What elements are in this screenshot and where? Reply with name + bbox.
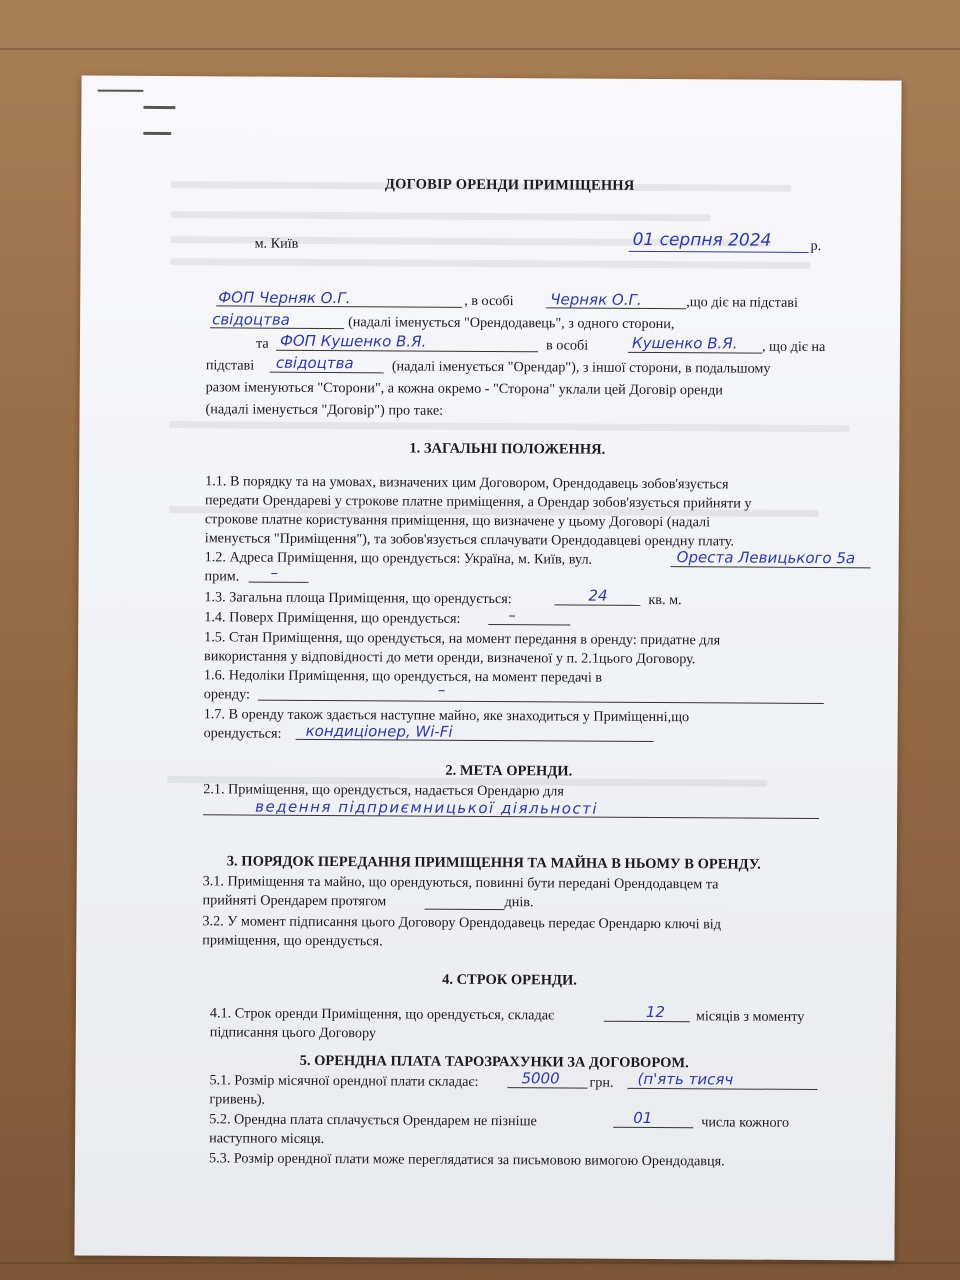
landlord-underline xyxy=(216,305,462,308)
clause-1-6: 1.6. Недоліки Приміщення, що орендується, на момент передачі в xyxy=(203,667,603,686)
section-2-heading: 2. МЕТА ОРЕНДИ. xyxy=(445,762,573,780)
street-hw: Ореста Левицького 5а xyxy=(676,548,856,568)
clause-5-2: наступного місяця. xyxy=(209,1130,325,1148)
purpose-hw: ведення підприємницької діяльності xyxy=(255,797,599,818)
landlord-rep-underline xyxy=(546,307,686,309)
clause-1-5: використання у відповідності до мети оренди, визначеної у п. 2.1цього Договору. xyxy=(204,648,696,668)
clause-3-2: приміщення, що орендується. xyxy=(202,932,383,950)
floor-underline xyxy=(488,624,570,626)
party-text: , в особі xyxy=(464,292,514,310)
clause-5-2: числа кожного xyxy=(701,1114,790,1131)
clause-5-1: грн. xyxy=(589,1074,614,1091)
prim-underline xyxy=(249,582,309,583)
clause-5-2: 5.2. Орендна плата сплачується Орендарем не пізніше xyxy=(209,1111,537,1130)
rent-amount-underline xyxy=(507,1087,587,1088)
defects-hw: – xyxy=(437,680,446,699)
party-text: , що діє на xyxy=(761,338,826,356)
wood-grain xyxy=(0,48,960,50)
tenant-underline xyxy=(276,350,538,353)
clause-1-4: 1.4. Поверх Приміщення, що орендується: xyxy=(204,609,461,627)
city: м. Київ xyxy=(254,235,299,252)
tenant-rep-underline xyxy=(628,352,762,354)
wood-grain xyxy=(0,1262,960,1264)
date-underline xyxy=(629,251,809,253)
clause-3-1: днів. xyxy=(504,894,534,911)
section-4-heading: 4. СТРОК ОРЕНДИ. xyxy=(442,971,577,989)
defects-underline xyxy=(258,700,824,704)
area-underline xyxy=(554,604,640,606)
term-hw: 12 xyxy=(645,1002,666,1022)
clause-1-1: строкове платне користування приміщення, що визначене у цьому Договорі (надалі xyxy=(204,511,711,531)
rent-amount-hw: 5000 xyxy=(521,1069,560,1088)
clause-3-1: 3.1. Приміщення та майно, що орендуються, повинні бути передані Орендодавцем та xyxy=(202,873,719,893)
days-underline xyxy=(425,909,505,910)
property-underline xyxy=(296,739,654,742)
street-underline xyxy=(671,566,871,568)
clause-1-2: прим. xyxy=(204,568,240,585)
rent-words-underline xyxy=(627,1088,817,1090)
property-hw: кондиціонер, Wi-Fi xyxy=(305,721,453,741)
party-text: (надалі іменується "Договір") про таке: xyxy=(205,401,444,419)
party-text: (надалі іменується "Орендар"), з іншої сторони, в подальшому xyxy=(391,358,771,377)
clause-5-1: 5.1. Розмір місячної орендної плати складає: xyxy=(209,1072,479,1090)
clause-2-1: 2.1. Приміщення, що орендується, надається Орендарю для xyxy=(203,781,564,800)
clause-1-1: передати Орендареві у строкове платне приміщення, а Орендар зобов'язується прийняти у xyxy=(204,492,752,512)
landlord-basis-underline xyxy=(210,327,344,329)
landlord-rep-hw: Черняк О.Г. xyxy=(550,290,642,309)
floor-hw: – xyxy=(508,606,516,625)
tenant-basis-hw: свідоцтва xyxy=(275,353,354,373)
area-hw: 24 xyxy=(588,586,608,605)
clause-4-1: 4.1. Строк оренди Приміщення, що орендується, складає xyxy=(209,1005,555,1024)
term-underline xyxy=(604,1021,690,1023)
section-5-heading: 5. ОРЕНДНА ПЛАТА ТАРОЗРАХУНКИ ЗА ДОГОВОРОМ. xyxy=(299,1052,689,1072)
clause-5-1: гривень). xyxy=(209,1091,266,1108)
clause-1-7: орендується: xyxy=(203,725,282,742)
clause-3-2: 3.2. У момент підписання цього Договору Орендодавець передає Орендарю ключі від xyxy=(202,913,722,933)
clause-1-2: 1.2. Адреса Приміщення, що орендується: Україна, м. Київ, вул. xyxy=(204,549,593,568)
clause-4-1: підписання цього Договору xyxy=(209,1024,377,1042)
contract-paper xyxy=(74,76,901,1261)
landlord-name-hw: ФОП Черняк О.Г. xyxy=(218,288,351,308)
date-handwritten: 01 серпня 2024 xyxy=(632,229,772,251)
payment-day-hw: 01 xyxy=(633,1108,653,1128)
prim-hw: – xyxy=(270,563,279,582)
clause-1-7: 1.7. В оренду також здається наступне майно, яке знаходиться у Приміщенні,що xyxy=(203,706,690,726)
landlord-basis-hw: свідоцтва xyxy=(212,310,290,329)
tenant-basis-underline xyxy=(270,372,384,374)
clause-1-5: 1.5. Стан Приміщення, що орендується, на момент передання в оренду: придатне для xyxy=(204,629,721,649)
party-text: разом іменуються "Сторони", а кожна окремо - "Сторона" уклали цей Договір оренди xyxy=(205,379,723,399)
clause-1-6: оренду: xyxy=(203,686,251,703)
party-text: (надалі іменується "Орендодавець", з одного сторони, xyxy=(348,314,675,333)
clause-1-1: іменується "Приміщення"), та зобов'язується сплачувати Орендодавцеві орендну плату. xyxy=(204,530,734,550)
tenant-rep-hw: Кушенко В.Я. xyxy=(631,333,738,353)
clause-3-1: прийняті Орендарем протягом xyxy=(202,892,387,910)
party-text: в особі xyxy=(545,337,589,354)
clause-5-3: 5.3. Розмір орендної плати може переглядатися за письмовою вимогою Орендодавця. xyxy=(208,1150,725,1170)
date-suffix: р. xyxy=(810,237,822,255)
party-text: ,що діє на підставі xyxy=(686,294,799,311)
clause-1-1: 1.1. В порядку та на умовах, визначених цим Договором, Орендодавець зобов'язується xyxy=(205,473,729,493)
party-text: підставі xyxy=(205,357,255,374)
rent-words-hw: (п'ять тисяч xyxy=(637,1069,734,1089)
clause-1-3: 1.3. Загальна площа Приміщення, що орендується: xyxy=(204,589,512,608)
tenant-name-hw: ФОП Кушенко В.Я. xyxy=(279,331,427,351)
section-3-heading: 3. ПОРЯДОК ПЕРЕДАННЯ ПРИМІЩЕННЯ ТА МАЙНА В НЬОМУ В ОРЕНДУ. xyxy=(226,853,761,873)
clause-4-1: місяців з моменту xyxy=(695,1008,805,1025)
section-1-heading: 1. ЗАГАЛЬНІ ПОЛОЖЕННЯ. xyxy=(409,440,606,458)
clause-1-3: кв. м. xyxy=(648,591,682,609)
party-text: та xyxy=(255,335,269,352)
document-title: ДОГОВІР ОРЕНДИ ПРИМІЩЕННЯ xyxy=(384,176,635,194)
payment-day-underline xyxy=(613,1127,693,1128)
contract-text xyxy=(74,76,901,1261)
